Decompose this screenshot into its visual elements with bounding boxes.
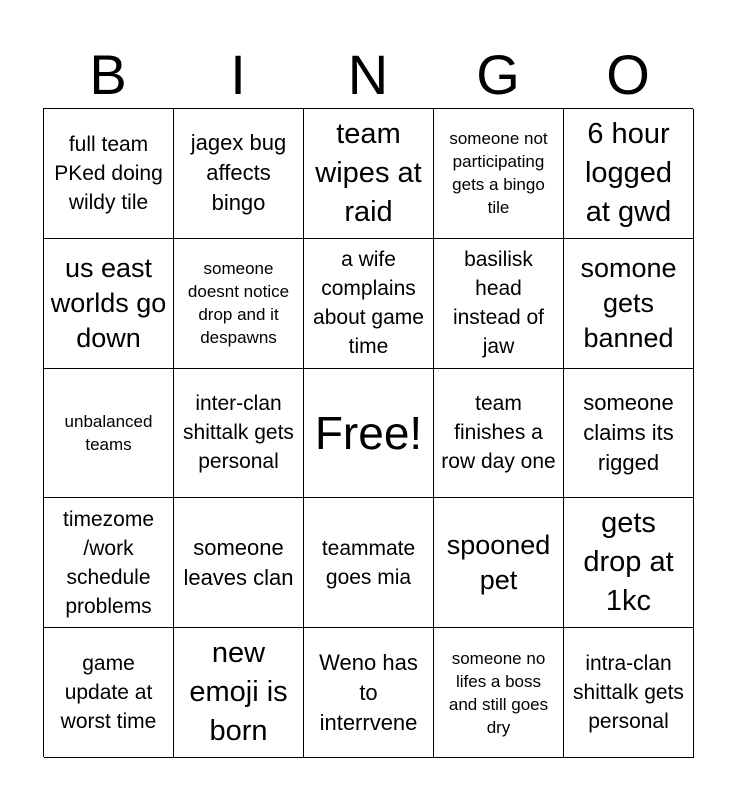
bingo-cell[interactable] [44,109,174,239]
bingo-cell[interactable] [174,628,304,758]
cell-text: gets drop at 1kc [583,507,674,618]
bingo-cell[interactable] [44,498,174,628]
cell-text: basilisk head instead of jaw [452,248,545,359]
cell-text: someone not participating gets a bingo tile [449,129,548,218]
cell-text: someone doesnt notice drop and it despawns [187,259,290,348]
cell-text: 6 hour logged at gwd [584,117,673,228]
bingo-cell[interactable] [174,498,304,628]
cell-text: full team PKed doing wildy tile [54,132,163,214]
cell-text: timezome /work schedule problems [62,507,155,618]
bingo-cell[interactable] [174,109,304,239]
cell-text: unbalanced teams [64,411,153,454]
cell-text: Weno has to interrvene [319,649,418,735]
bingo-grid [43,108,693,757]
header-letter-o: O [606,43,650,106]
cell-text: someone no lifes a boss and still goes dry [448,648,549,737]
bingo-cell[interactable] [304,239,434,369]
cell-text: jagex bug affects bingo [190,130,287,216]
cell-text: game update at worst time [60,652,157,734]
bingo-cell[interactable] [434,239,564,369]
cell-text: spooned pet [446,529,551,595]
bingo-cell[interactable] [174,369,304,499]
header-letter-i: I [230,43,246,106]
cell-text: new emoji is born [189,637,288,748]
bingo-cell[interactable] [564,239,694,369]
cell-text: intra-clan shittalk gets personal [573,652,684,734]
bingo-cell[interactable] [564,498,694,628]
bingo-cell[interactable] [174,239,304,369]
cell-text: someone leaves clan [183,534,294,590]
free-label: Free! [314,406,423,459]
bingo-header [43,42,693,108]
bingo-cell[interactable] [434,109,564,239]
bingo-cell[interactable] [44,239,174,369]
cell-text: somone gets banned [580,252,677,353]
bingo-cell[interactable] [434,498,564,628]
cell-text: someone claims its rigged [583,389,674,475]
cell-text: inter-clan shittalk gets personal [183,392,294,474]
bingo-cell[interactable] [434,628,564,758]
bingo-cell[interactable] [564,628,694,758]
cell-text: team finishes a row day one [441,392,556,474]
bingo-cell[interactable] [304,109,434,239]
cell-text: team wipes at raid [315,117,422,228]
cell-text: teammate goes mia [321,536,416,589]
cell-text: us east worlds go down [50,252,167,353]
bingo-cell[interactable] [44,628,174,758]
bingo-cell[interactable] [304,498,434,628]
bingo-cell[interactable] [434,369,564,499]
header-letter-b: B [89,43,127,106]
header-letter-n: N [347,43,389,106]
free-cell[interactable] [304,369,434,499]
bingo-cell[interactable] [564,109,694,239]
cell-text: a wife complains about game time [313,248,424,359]
header-letter-g: G [476,43,520,106]
bingo-cell[interactable] [304,628,434,758]
bingo-cell[interactable] [44,369,174,499]
bingo-cell[interactable] [564,369,694,499]
